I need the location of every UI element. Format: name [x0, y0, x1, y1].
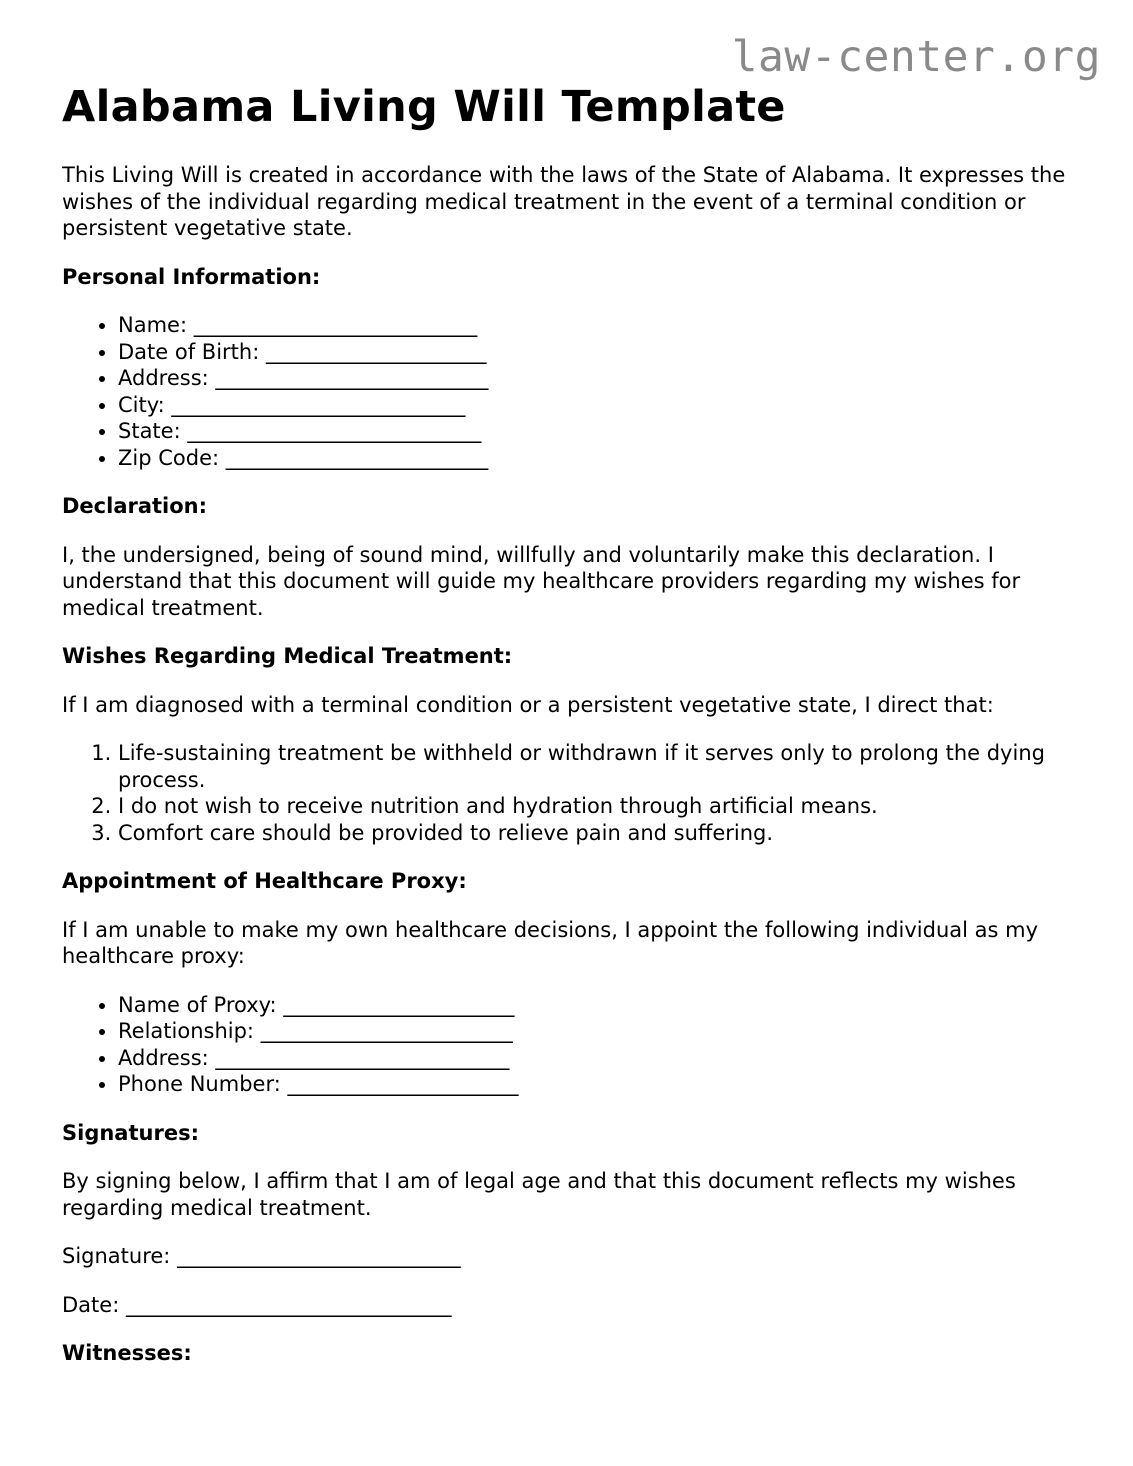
field-label: City:: [118, 392, 165, 417]
blank-line: _____________________: [265, 339, 487, 364]
signature-line: [62, 1243, 1092, 1270]
field-label: State:: [118, 419, 181, 443]
date-label: Date:: [62, 1292, 120, 1317]
list-item: [118, 1071, 1092, 1098]
blank-line: ______________________: [287, 1072, 519, 1096]
proxy-lead: If I am unable to make my own healthcare decisions, I appoint the following individual as my healthcare proxy:: [62, 917, 1039, 968]
field-label: Name of Proxy:: [118, 992, 277, 1017]
field-label: Date of Birth:: [118, 339, 260, 364]
field-label: Phone Number:: [118, 1072, 281, 1096]
proxy-heading: Appointment of Healthcare Proxy:: [62, 869, 467, 893]
signature-label: Signature:: [62, 1244, 171, 1268]
field-label: Address:: [118, 1045, 209, 1070]
signatures-heading: Signatures:: [62, 1120, 199, 1145]
declaration-heading: Declaration:: [62, 494, 208, 518]
page-title: Alabama Living Will Template: [62, 82, 786, 132]
signatures-paragraph: By signing below, I affirm that I am of legal age and that this document reflects my wishes regarding medical treatment.: [62, 1169, 1016, 1220]
blank-line: ____________________________: [171, 392, 466, 417]
list-item: [118, 445, 1092, 472]
blank-line: ________________________: [260, 1019, 513, 1043]
blank-line: ____________________________: [215, 1045, 510, 1070]
document-page: [62, 80, 1092, 1367]
field-label: Zip Code:: [118, 445, 220, 470]
list-item: [118, 392, 1092, 419]
wishes-lead: If I am diagnosed with a terminal condition or a persistent vegetative state, I direct that:: [62, 692, 994, 717]
blank-line: __________________________: [215, 366, 489, 390]
wishes-list: [62, 740, 1092, 846]
field-label: Name:: [118, 313, 188, 337]
blank-line: ___________________________: [177, 1244, 461, 1268]
watermark: law-center.org: [731, 32, 1101, 82]
personal-info-heading: Personal Information:: [62, 264, 321, 289]
intro-paragraph: This Living Will is created in accordance with the laws of the State of Alabama. It expresses the wishes of the individual regarding medical treatment in the event of a terminal condition or persistent vegetative state.: [62, 163, 1066, 240]
witnesses-heading: Witnesses:: [62, 1341, 192, 1365]
proxy-list: [62, 992, 1092, 1098]
list-item: [118, 339, 1092, 366]
declaration-paragraph: I, the undersigned, being of sound mind, willfully and voluntarily make this declaration. I understand that this document will guide my healthcare providers regarding my wishes for medical treatment.: [62, 542, 1021, 620]
list-item: 3. Comfort care should be provided to relieve pain and suffering.: [118, 820, 1092, 847]
list-item: [118, 365, 1092, 392]
blank-line: ______________________: [283, 992, 515, 1017]
list-item: 2. I do not wish to receive nutrition and hydration through artificial means.: [118, 793, 1092, 820]
wishes-heading: Wishes Regarding Medical Treatment:: [62, 644, 513, 668]
list-item: [118, 312, 1092, 339]
list-item: [118, 418, 1092, 445]
blank-line: _______________________________: [125, 1292, 452, 1317]
list-item: [118, 1045, 1092, 1072]
blank-line: ____________________________: [187, 419, 482, 443]
field-label: Relationship:: [118, 1019, 254, 1043]
blank-line: _________________________: [225, 445, 489, 470]
list-item: [118, 992, 1092, 1019]
list-item: 1. Life-sustaining treatment be withheld or withdrawn if it serves only to prolong the dying process.: [118, 740, 1092, 793]
personal-info-list: [62, 312, 1092, 471]
list-item: [118, 1018, 1092, 1045]
blank-line: ___________________________: [193, 313, 478, 337]
date-line: [62, 1292, 1092, 1319]
field-label: Address:: [118, 366, 209, 390]
